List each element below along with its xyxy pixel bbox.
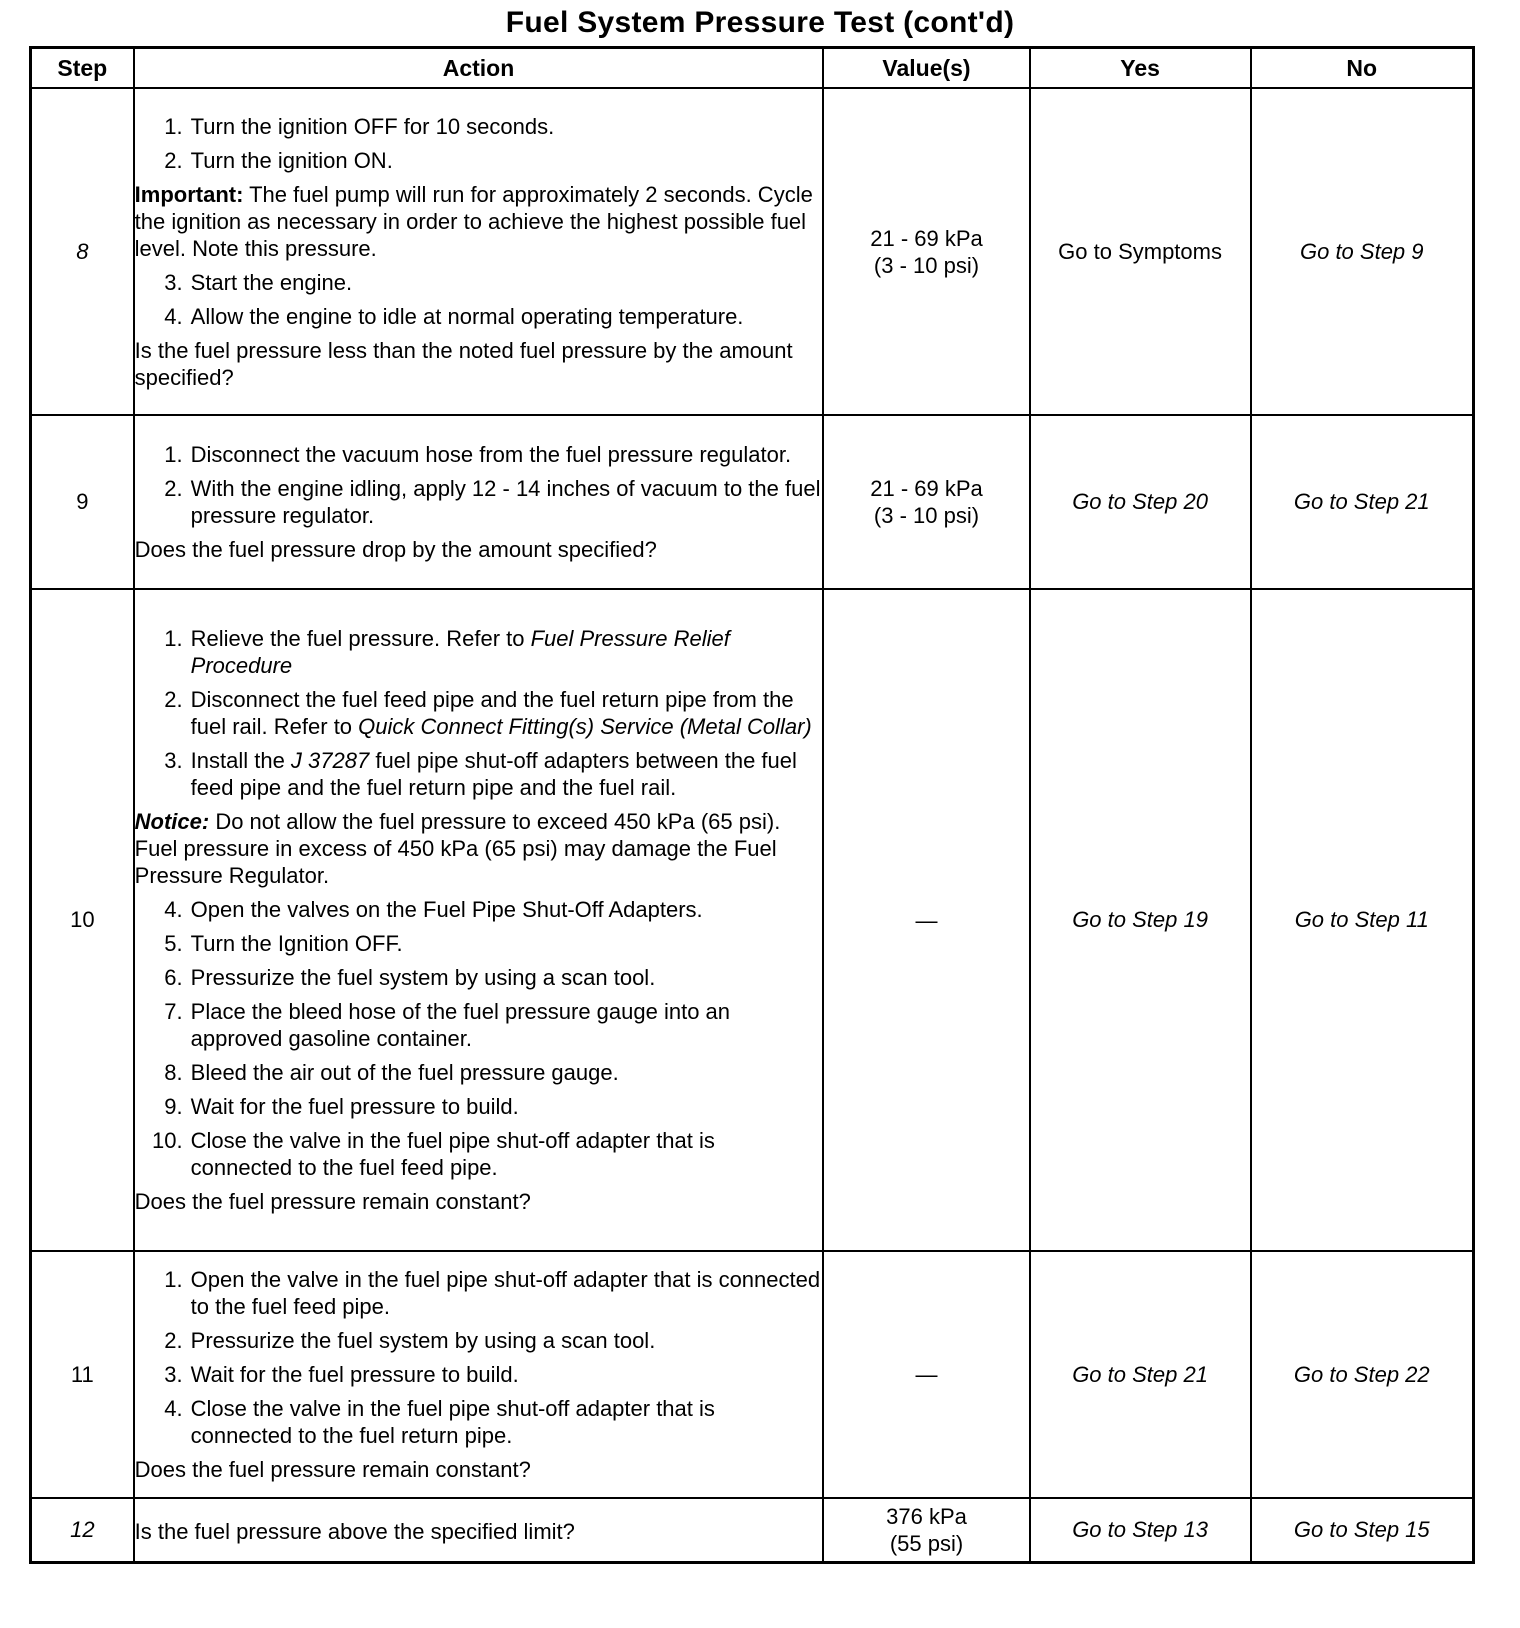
value-cell: [823, 1498, 1029, 1562]
list-item: [145, 1361, 823, 1388]
yes-result: Go to Step 21: [1030, 1251, 1251, 1498]
list-item: [145, 475, 823, 529]
procedure-reference: Quick Connect Fitting(s) Service (Metal Collar): [358, 714, 812, 739]
item-number: 3.: [164, 748, 183, 773]
notice-note: [135, 808, 823, 889]
list-item: [145, 113, 823, 140]
item-text: Turn the Ignition OFF.: [190, 931, 403, 956]
item-text: Close the valve in the fuel pipe shut-off adapter that is connected to the fuel return pipe.: [190, 1396, 715, 1448]
list-item: [145, 269, 823, 296]
item-text: With the engine idling, apply 12 - 14 inches of vacuum to the fuel pressure regulator.: [190, 476, 821, 528]
important-note: [135, 181, 823, 262]
item-number: 10.: [152, 1128, 183, 1153]
item-text-plain: Disconnect the fuel feed pipe and the fuel return pipe from the fuel rail. Refer to: [190, 687, 794, 739]
value-kpa: 21 - 69 kPa: [870, 476, 983, 501]
list-item: [145, 686, 823, 740]
item-text-plain: Relieve the fuel pressure. Refer to: [190, 626, 531, 651]
list-item: [145, 147, 823, 174]
item-text: Allow the engine to idle at normal operating temperature.: [190, 303, 744, 329]
item-text: [191, 686, 823, 740]
table-row-step-8: [31, 88, 1474, 415]
notice-label: Notice:: [134, 809, 210, 834]
item-text: Turn the ignition ON.: [190, 147, 393, 173]
list-item: [145, 1127, 823, 1181]
list-item: [145, 930, 823, 957]
question-text: Is the fuel pressure less than the noted fuel pressure by the amount specified?: [134, 337, 793, 390]
item-number: 5.: [164, 931, 183, 956]
item-number: 1.: [164, 626, 183, 651]
table-row-step-10: [31, 589, 1474, 1251]
step-number: 10: [31, 589, 134, 1251]
item-text: Wait for the fuel pressure to build.: [190, 1094, 519, 1119]
item-text: Pressurize the fuel system by using a scan tool.: [190, 1328, 656, 1353]
value-psi: (55 psi): [889, 1530, 964, 1556]
list-item: [145, 1059, 823, 1086]
action-cell: [134, 589, 824, 1251]
item-text: Close the valve in the fuel pipe shut-off adapter that is connected to the fuel feed pipe.: [190, 1128, 715, 1180]
item-number: 1.: [164, 113, 183, 139]
step-number: 12: [31, 1498, 134, 1562]
table-row-step-11: [31, 1251, 1474, 1498]
header-values: Value(s): [823, 48, 1029, 89]
item-number: 7.: [164, 999, 183, 1024]
value-kpa: 21 - 69 kPa: [870, 225, 983, 251]
table-row-step-12: [31, 1498, 1474, 1562]
header-step: Step: [31, 48, 134, 89]
header-no: No: [1251, 48, 1474, 89]
item-number: 3.: [164, 269, 183, 295]
procedure-reference: Fuel Pressure Relief Procedure: [190, 626, 730, 678]
important-text: The fuel pump will run for approximately 2 seconds. Cycle the ignition as necessary in order to achieve the highest possible fuel level. Note this pressure.: [134, 181, 813, 261]
header-action: Action: [134, 48, 824, 89]
list-item: [145, 1266, 823, 1320]
item-number: 2.: [164, 687, 183, 712]
yes-result: Go to Step 13: [1030, 1498, 1251, 1562]
step-number: 8: [31, 88, 134, 415]
item-number: 2.: [164, 476, 183, 501]
item-number: 4.: [164, 1396, 183, 1421]
item-text: Start the engine.: [190, 269, 353, 295]
item-text: Wait for the fuel pressure to build.: [190, 1362, 519, 1387]
item-number: 6.: [164, 965, 183, 990]
item-text: Pressurize the fuel system by using a scan tool.: [190, 965, 656, 990]
item-number: 1.: [164, 442, 183, 467]
header-row: [31, 48, 1474, 89]
item-text: Bleed the air out of the fuel pressure gauge.: [190, 1060, 619, 1085]
question-text: Does the fuel pressure remain constant?: [134, 1457, 531, 1482]
notice-text: Do not allow the fuel pressure to exceed 450 kPa (65 psi). Fuel pressure in excess of 450 kPa (65 psi) may damage the Fuel Pressure Regulator.: [134, 809, 781, 888]
list-item: [145, 998, 823, 1052]
no-result: Go to Step 21: [1251, 415, 1474, 589]
item-number: 9.: [164, 1094, 183, 1119]
list-item: [145, 303, 823, 330]
value-cell: [823, 415, 1029, 589]
step-number: 9: [31, 415, 134, 589]
value-kpa: 376 kPa: [886, 1503, 967, 1529]
no-result: Go to Step 11: [1251, 589, 1474, 1251]
item-number: 4.: [164, 303, 183, 329]
item-number: 2.: [164, 1328, 183, 1353]
item-number: 8.: [164, 1060, 183, 1085]
question-text: Does the fuel pressure remain constant?: [134, 1189, 531, 1214]
item-text: Open the valves on the Fuel Pipe Shut-Off Adapters.: [190, 897, 703, 922]
value-cell: —: [823, 589, 1029, 1251]
step-number: 11: [31, 1251, 134, 1498]
list-item: [145, 964, 823, 991]
item-text-plain: fuel pipe shut-off adapters between the fuel feed pipe and the fuel return pipe and the fuel rail.: [190, 748, 797, 800]
action-cell: [134, 88, 824, 415]
item-number: 2.: [164, 147, 183, 173]
question-text: Does the fuel pressure drop by the amount specified?: [134, 537, 657, 562]
value-psi: (3 - 10 psi): [873, 252, 980, 278]
action-cell: [134, 1498, 824, 1562]
item-text: [191, 625, 823, 679]
action-cell: [134, 415, 824, 589]
item-text: Turn the ignition OFF for 10 seconds.: [190, 113, 555, 139]
page-title: Fuel System Pressure Test (cont'd): [505, 6, 1015, 39]
item-text: Place the bleed hose of the fuel pressure gauge into an approved gasoline container.: [190, 999, 731, 1051]
list-item: [145, 1395, 823, 1449]
item-text: [191, 747, 823, 801]
list-item: [145, 625, 823, 679]
no-result: Go to Step 9: [1251, 88, 1474, 415]
value-cell: —: [823, 1251, 1029, 1498]
yes-result: Go to Step 19: [1030, 589, 1251, 1251]
yes-result: Go to Symptoms: [1030, 88, 1251, 415]
item-number: 1.: [164, 1267, 183, 1292]
item-text: Disconnect the vacuum hose from the fuel pressure regulator.: [190, 442, 792, 467]
important-label: Important:: [134, 181, 244, 207]
no-result: Go to Step 15: [1251, 1498, 1474, 1562]
tool-reference: J 37287: [290, 748, 370, 773]
table-row-step-9: [31, 415, 1474, 589]
list-item: [145, 1093, 823, 1120]
no-result: Go to Step 22: [1251, 1251, 1474, 1498]
procedure-table: [29, 46, 1475, 1564]
value-cell: [823, 88, 1029, 415]
value-psi: (3 - 10 psi): [873, 503, 980, 528]
list-item: [145, 441, 823, 468]
item-text: Open the valve in the fuel pipe shut-off adapter that is connected to the fuel feed pipe.: [190, 1267, 821, 1319]
header-yes: Yes: [1030, 48, 1251, 89]
list-item: [145, 896, 823, 923]
action-cell: [134, 1251, 824, 1498]
list-item: [145, 1327, 823, 1354]
item-number: 3.: [164, 1362, 183, 1387]
item-text-plain: Install the: [190, 748, 291, 773]
item-number: 4.: [164, 897, 183, 922]
list-item: [145, 747, 823, 801]
question-text: Is the fuel pressure above the specified limit?: [134, 1519, 575, 1545]
yes-result: Go to Step 20: [1030, 415, 1251, 589]
